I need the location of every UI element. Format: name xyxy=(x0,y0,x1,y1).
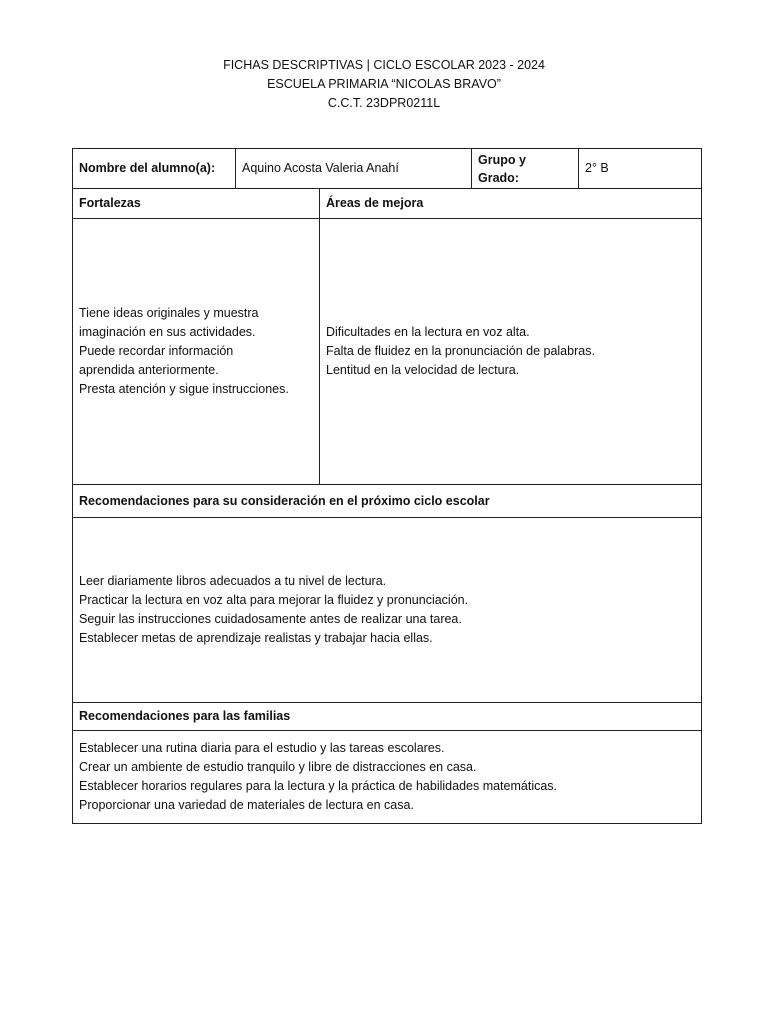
areas-mejora-text xyxy=(326,323,595,380)
student-name-value: Aquino Acosta Valeria Anahí xyxy=(236,149,472,188)
recomendaciones-line: Practicar la lectura en voz alta para mejorar la fluidez y pronunciación. xyxy=(79,593,469,607)
student-form-table xyxy=(72,148,702,824)
recomendaciones-cell xyxy=(73,518,701,702)
student-name-label: Nombre del alumno(a): xyxy=(73,149,236,188)
familias-header-row xyxy=(73,703,701,731)
fortalezas-line: aprendida anteriormente. xyxy=(79,363,219,377)
grupo-label-line1: Grupo y xyxy=(478,152,526,167)
fortalezas-line: Puede recordar información xyxy=(79,344,234,358)
areas-line: Dificultades en la lectura en voz alta. xyxy=(326,325,530,339)
areas-mejora-header: Áreas de mejora xyxy=(326,196,424,210)
familias-line: Proporcionar una variedad de materiales de lectura en casa. xyxy=(79,798,414,812)
recomendaciones-line: Establecer metas de aprendizaje realistas y trabajar hacia ellas. xyxy=(79,631,433,645)
recomendaciones-text xyxy=(79,572,468,648)
areas-line: Lentitud en la velocidad de lectura. xyxy=(326,363,520,377)
fortalezas-text xyxy=(79,304,289,399)
recomendaciones-row xyxy=(73,518,701,703)
familias-line: Establecer una rutina diaria para el estudio y las tareas escolares. xyxy=(79,741,445,755)
section-headers-row xyxy=(73,189,701,219)
fortalezas-cell xyxy=(73,219,320,484)
fortalezas-header: Fortalezas xyxy=(73,189,320,218)
recomendaciones-header: Recomendaciones para su consideración en el próximo ciclo escolar xyxy=(79,493,490,508)
grupo-grado-value: 2° B xyxy=(585,161,609,175)
familias-cell xyxy=(73,731,701,823)
familias-row xyxy=(73,731,701,823)
fortalezas-line: Tiene ideas originales y muestra xyxy=(79,306,259,320)
recomendaciones-line: Seguir las instrucciones cuidadosamente antes de realizar una tarea. xyxy=(79,612,462,626)
grupo-label-line2: Grado: xyxy=(478,170,519,185)
header-title: FICHAS DESCRIPTIVAS | CICLO ESCOLAR 2023 - 2024 xyxy=(223,58,545,72)
header-school: ESCUELA PRIMARIA “NICOLAS BRAVO” xyxy=(267,77,501,91)
familias-header: Recomendaciones para las familias xyxy=(79,709,291,723)
fortalezas-line: imaginación en sus actividades. xyxy=(79,325,256,339)
familias-line: Establecer horarios regulares para la lectura y la práctica de habilidades matemáticas. xyxy=(79,779,558,793)
recomendaciones-header-row xyxy=(73,485,701,518)
areas-mejora-cell xyxy=(320,219,701,484)
grupo-grado-label xyxy=(472,149,579,188)
fortalezas-line: Presta atención y sigue instrucciones. xyxy=(79,382,289,396)
student-info-row xyxy=(73,149,701,189)
header-cct: C.C.T. 23DPR0211L xyxy=(327,96,441,110)
familias-line: Crear un ambiente de estudio tranquilo y libre de distracciones en casa. xyxy=(79,760,477,774)
familias-text xyxy=(79,739,557,815)
document-header xyxy=(0,56,768,113)
recomendaciones-line: Leer diariamente libros adecuados a tu nivel de lectura. xyxy=(79,574,387,588)
fortalezas-areas-row xyxy=(73,219,701,485)
areas-line: Falta de fluidez en la pronunciación de palabras. xyxy=(326,344,595,358)
